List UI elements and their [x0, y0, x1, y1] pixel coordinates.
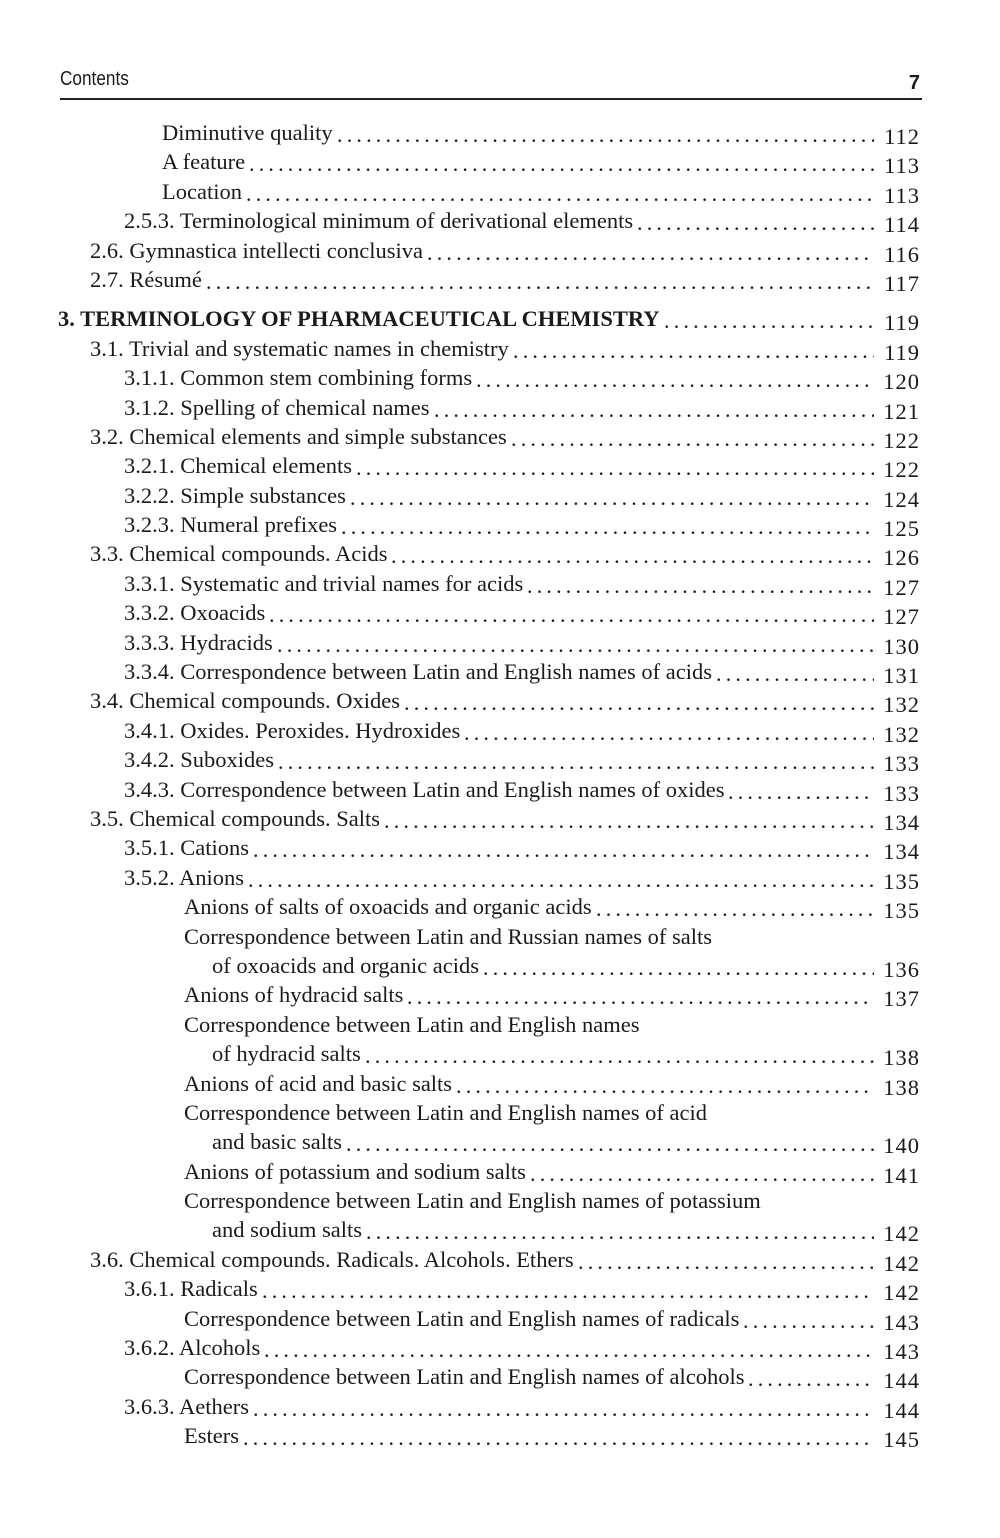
toc-entry-title: 3.4.1. Oxides. Peroxides. Hydroxides — [124, 717, 461, 743]
toc-entry-page: 134 — [883, 809, 920, 835]
toc-entry-title: 3.2. Chemical elements and simple substances — [90, 423, 507, 449]
dot-leader — [264, 1337, 874, 1363]
toc-entry — [0, 539, 1000, 571]
toc-entry-page: 138 — [883, 1074, 920, 1100]
toc-entry — [0, 1186, 1000, 1215]
toc-entry — [0, 1010, 1000, 1039]
dot-leader — [366, 1219, 874, 1245]
toc-entry-title: Anions of salts of oxoacids and organic acids — [184, 894, 592, 920]
dot-leader — [391, 543, 874, 569]
toc-entry-page: 119 — [884, 310, 920, 336]
toc-entry-page: 142 — [883, 1221, 920, 1247]
toc-entry-page: 133 — [883, 751, 920, 777]
toc-entry — [0, 892, 1000, 924]
toc-entry — [0, 236, 1000, 265]
toc-entry-title: Anions of acid and basic salts — [184, 1070, 453, 1096]
toc-entry-title: Diminutive quality — [162, 120, 333, 145]
dot-leader — [527, 573, 874, 599]
dot-leader — [337, 122, 874, 148]
toc-entry-page: 134 — [883, 839, 920, 865]
dot-leader — [511, 426, 874, 452]
page-header — [60, 64, 922, 100]
toc-entry-page: 135 — [883, 868, 920, 894]
dot-leader — [404, 690, 874, 716]
dot-leader — [427, 240, 874, 266]
toc-entry — [0, 628, 1000, 657]
toc-entry-title: 3.1.2. Spelling of chemical names — [124, 394, 430, 420]
toc-entry — [0, 1039, 1000, 1071]
running-title: Contents — [60, 68, 129, 90]
dot-leader — [356, 455, 874, 481]
dot-leader — [253, 837, 874, 863]
dot-leader — [456, 1073, 874, 1099]
dot-leader — [249, 151, 874, 177]
toc-entry-title: 3.6.3. Aethers — [124, 1393, 249, 1419]
dot-leader — [248, 867, 874, 893]
toc-entry — [0, 745, 1000, 777]
toc-entry — [0, 451, 1000, 483]
toc-entry-title: 3.6.2. Alcohols — [124, 1335, 261, 1361]
toc-entry — [0, 863, 1000, 892]
toc-entry-page: 124 — [883, 486, 920, 512]
toc-entry-title: Correspondence between Latin and English names of alcohols — [184, 1364, 745, 1390]
toc-entry — [0, 1069, 1000, 1098]
toc-entry — [0, 775, 1000, 804]
toc-entry — [0, 1127, 1000, 1159]
toc-entry-title: 3.6.1. Radicals — [124, 1276, 258, 1302]
toc-entry — [0, 1362, 1000, 1394]
toc-entry-page: 137 — [883, 986, 920, 1012]
toc-entry-title: 3.5. Chemical compounds. Salts — [90, 805, 380, 831]
toc-entry — [0, 804, 1000, 833]
toc-entry-title: 3.2.1. Chemical elements — [124, 453, 353, 479]
dot-leader — [743, 1308, 874, 1334]
toc-entry-page: 125 — [883, 516, 920, 542]
toc-entry — [0, 334, 1000, 363]
toc-entry-page: 138 — [883, 1045, 920, 1071]
toc-entry-page: 135 — [883, 898, 920, 924]
toc-entry — [0, 657, 1000, 689]
toc-entry-page: 113 — [884, 153, 920, 179]
toc-entry — [0, 363, 1000, 395]
toc-entry-title: 3.4.3. Correspondence between Latin and English names of oxides — [124, 776, 725, 802]
toc-entry-page: 136 — [883, 956, 920, 982]
dot-leader — [253, 1396, 874, 1422]
dot-leader — [728, 779, 874, 805]
dot-leader — [578, 1249, 874, 1275]
toc-entry-title: 3.5.1. Cations — [124, 835, 250, 861]
dot-leader — [476, 367, 874, 393]
toc-entry-page: 130 — [883, 633, 920, 659]
toc-entry — [0, 118, 1000, 147]
toc-entry-title: Anions of hydracid salts — [184, 982, 404, 1008]
toc-entry — [0, 510, 1000, 542]
toc-entry — [0, 569, 1000, 598]
toc-entry — [0, 686, 1000, 718]
dot-leader — [464, 720, 874, 746]
toc-entry-page: 142 — [883, 1250, 920, 1276]
toc-entry — [0, 1274, 1000, 1306]
toc-chapter-entry — [0, 304, 1000, 336]
dot-leader — [434, 397, 874, 423]
toc-entry-title: 3.3.1. Systematic and trivial names for acids — [124, 570, 524, 596]
toc-entry — [0, 147, 1000, 179]
dot-leader — [350, 485, 874, 511]
toc-entry-page: 122 — [883, 427, 920, 453]
toc-entry — [0, 265, 1000, 294]
table-of-contents — [0, 118, 1000, 1451]
toc-entry-title: 3.4. Chemical compounds. Oxides — [90, 688, 400, 714]
toc-entry-title: A feature — [162, 149, 246, 175]
dot-leader — [346, 1131, 874, 1157]
toc-entry-page: 132 — [883, 721, 920, 747]
dot-leader — [262, 1278, 874, 1304]
toc-entry — [0, 1421, 1000, 1453]
dot-leader — [637, 210, 874, 236]
toc-entry-title: Correspondence between Latin and English names of potassium — [184, 1188, 761, 1214]
toc-entry-title: Correspondence between Latin and English names of radicals — [184, 1305, 740, 1331]
toc-entry — [0, 1392, 1000, 1421]
toc-entry-title: Esters — [184, 1423, 239, 1449]
toc-entry — [0, 481, 1000, 510]
toc-entry-title: Correspondence between Latin and Russian names of salts — [184, 923, 712, 949]
toc-entry-title: 3.2.3. Numeral prefixes — [124, 512, 338, 538]
toc-entry-title: 3.3.3. Hydracids — [124, 629, 273, 655]
toc-entry — [0, 206, 1000, 238]
page-number: 7 — [908, 72, 920, 94]
dot-leader — [277, 632, 874, 658]
toc-entry-title: 3.5.2. Anions — [124, 864, 245, 890]
toc-entry-page: 121 — [883, 398, 920, 424]
toc-entry-page: 145 — [883, 1427, 920, 1453]
toc-entry-title: and sodium salts — [212, 1217, 362, 1243]
toc-entry-page: 127 — [883, 574, 920, 600]
toc-entry-title: 3.3.4. Correspondence between Latin and English names of acids — [124, 659, 712, 685]
dot-leader — [365, 1043, 874, 1069]
dot-leader — [206, 269, 874, 295]
toc-entry-page: 133 — [883, 780, 920, 806]
toc-entry-title: of oxoacids and organic acids — [212, 952, 480, 978]
toc-entry-page: 142 — [883, 1280, 920, 1306]
toc-entry-title: 3.6. Chemical compounds. Radicals. Alcohols. Ethers — [90, 1246, 574, 1272]
toc-entry — [0, 951, 1000, 980]
toc-entry-page: 112 — [884, 124, 920, 149]
toc-entry-title: 3.2.2. Simple substances — [124, 482, 346, 508]
toc-entry-page: 114 — [884, 212, 920, 238]
toc-entry-page: 119 — [884, 339, 920, 365]
dot-leader — [530, 1161, 874, 1187]
toc-entry-page: 143 — [883, 1339, 920, 1365]
dot-leader — [716, 661, 874, 687]
dot-leader — [483, 955, 874, 981]
toc-entry-title: Anions of potassium and sodium salts — [184, 1158, 526, 1184]
toc-entry-title: Location — [162, 178, 242, 204]
toc-entry-page: 140 — [883, 1133, 920, 1159]
toc-entry — [0, 922, 1000, 951]
toc-entry-page: 117 — [884, 270, 920, 296]
toc-entry-page: 144 — [883, 1368, 920, 1394]
toc-entry-page: 113 — [884, 182, 920, 208]
toc-entry — [0, 393, 1000, 422]
toc-entry — [0, 1098, 1000, 1127]
toc-entry-page: 126 — [883, 545, 920, 571]
dot-leader — [384, 808, 874, 834]
toc-entry — [0, 598, 1000, 630]
dot-leader — [596, 896, 874, 922]
toc-entry-page: 141 — [883, 1162, 920, 1188]
toc-entry — [0, 1245, 1000, 1274]
dot-leader — [246, 181, 874, 207]
toc-entry-title: 2.5.3. Terminological minimum of derivational elements — [124, 208, 634, 234]
toc-entry — [0, 716, 1000, 745]
toc-entry-title: Correspondence between Latin and English names of acid — [184, 1099, 707, 1125]
toc-entry-title: 3.3. Chemical compounds. Acids — [90, 541, 388, 567]
toc-entry — [0, 1215, 1000, 1247]
dot-leader — [407, 984, 874, 1010]
dot-leader — [664, 308, 874, 334]
dot-leader — [278, 749, 874, 775]
toc-entry — [0, 1333, 1000, 1365]
toc-entry-title: 2.6. Gymnastica intellecti conclusiva — [90, 237, 424, 263]
toc-entry — [0, 1157, 1000, 1186]
toc-entry — [0, 980, 1000, 1012]
toc-entry-title: of hydracid salts — [212, 1041, 361, 1067]
toc-entry-title: 2.7. Résumé — [90, 266, 202, 292]
toc-entry-page: 127 — [883, 604, 920, 630]
toc-entry-page: 116 — [884, 241, 920, 267]
toc-entry-page: 122 — [883, 457, 920, 483]
toc-entry-page: 144 — [883, 1397, 920, 1423]
toc-entry — [0, 833, 1000, 865]
toc-entry-page: 132 — [883, 692, 920, 718]
toc-entry-title: 3.1. Trivial and systematic names in chemistry — [90, 335, 509, 361]
toc-entry-title: 3.4.2. Suboxides — [124, 747, 275, 773]
toc-entry-title: Correspondence between Latin and English names — [184, 1011, 640, 1037]
toc-entry-title: and basic salts — [212, 1129, 342, 1155]
toc-entry-page: 120 — [883, 369, 920, 395]
dot-leader — [513, 338, 874, 364]
toc-entry-title: 3. TERMINOLOGY OF PHARMACEUTICAL CHEMISTRY — [58, 306, 660, 332]
toc-entry — [0, 1304, 1000, 1333]
dot-leader — [748, 1366, 874, 1392]
dot-leader — [269, 602, 874, 628]
toc-entry-page: 143 — [883, 1309, 920, 1335]
dot-leader — [341, 514, 874, 540]
toc-entry-title: 3.1.1. Common stem combining forms — [124, 365, 473, 391]
dot-leader — [243, 1425, 874, 1451]
toc-entry — [0, 422, 1000, 451]
toc-entry-page: 131 — [883, 663, 920, 689]
toc-entry — [0, 177, 1000, 206]
toc-entry-title: 3.3.2. Oxoacids — [124, 600, 266, 626]
